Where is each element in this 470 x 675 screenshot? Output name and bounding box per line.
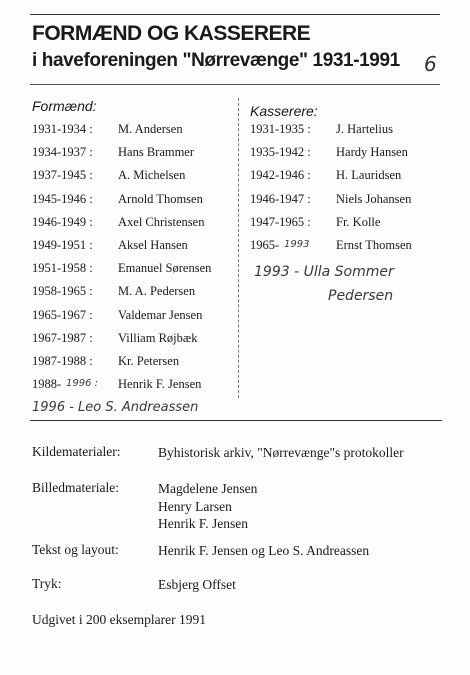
term-years: 1935-1942 : xyxy=(250,145,311,160)
formaend-list xyxy=(32,122,237,400)
list-item xyxy=(250,122,450,145)
term-years: 1934-1937 : xyxy=(32,145,93,160)
term-years: 1967-1987 : xyxy=(32,330,93,345)
kasserere-heading: Kasserere: xyxy=(250,103,318,119)
term-years: 1965- xyxy=(250,237,280,252)
handwritten-correction: 6 xyxy=(424,52,437,76)
page-subtitle: i haveforeningen "Nørrevænge" 1931-1991 xyxy=(32,50,400,71)
list-item xyxy=(32,377,237,400)
credits-block xyxy=(32,444,442,612)
credit-label: Tekst og layout: xyxy=(32,542,119,557)
term-years: 1946-1949 : xyxy=(32,214,93,229)
credit-value: Henry Larsen xyxy=(158,498,232,514)
list-item xyxy=(250,192,450,215)
list-item xyxy=(250,238,450,261)
list-item xyxy=(250,215,450,238)
credit-images xyxy=(32,480,442,542)
list-item xyxy=(32,122,237,145)
person-name: Ernst Thomsen xyxy=(336,237,412,252)
term-years: 1987-1988 : xyxy=(32,353,93,368)
kasserere-list xyxy=(250,122,450,261)
publication-note: Udgivet i 200 eksemplarer 1991 xyxy=(32,612,206,627)
credit-label: Tryk: xyxy=(32,576,62,591)
person-name: Axel Christensen xyxy=(118,214,205,229)
person-name: J. Hartelius xyxy=(336,122,393,136)
handwritten-entry-line1: 1993 - Ulla Sommer xyxy=(254,264,394,280)
term-years: 1988- xyxy=(32,377,62,392)
list-item xyxy=(32,168,237,191)
list-item xyxy=(32,261,237,284)
handwritten-entry-line2: Pedersen xyxy=(328,288,394,304)
credit-label: Billedmateriale: xyxy=(32,480,119,495)
credit-print xyxy=(32,576,442,612)
list-item xyxy=(32,192,237,215)
person-name: M. A. Pedersen xyxy=(118,284,196,299)
person-name: Hans Brammer xyxy=(118,145,195,160)
list-item xyxy=(32,145,237,168)
term-years: 1937-1945 : xyxy=(32,168,93,183)
list-item xyxy=(32,238,237,261)
person-name: Henrik F. Jensen xyxy=(118,377,202,392)
person-name: Arnold Thomsen xyxy=(118,191,203,206)
person-name: H. Lauridsen xyxy=(336,168,402,183)
term-years: 1945-1946 : xyxy=(32,191,93,206)
list-item xyxy=(32,284,237,307)
list-item xyxy=(32,215,237,238)
term-years: 1951-1958 : xyxy=(32,261,93,276)
term-years: 1947-1965 : xyxy=(250,214,311,229)
person-name: Kr. Petersen xyxy=(118,353,180,368)
term-years: 1931-1934 : xyxy=(32,122,93,136)
formaend-heading: Formænd: xyxy=(32,98,97,114)
credit-text-layout xyxy=(32,542,442,576)
column-divider xyxy=(238,98,239,398)
credit-label: Kildematerialer: xyxy=(32,444,121,459)
handwritten-entry: 1996 - Leo S. Andreassen xyxy=(32,400,199,415)
credit-value: Henrik F. Jensen xyxy=(158,516,249,532)
term-years: 1946-1947 : xyxy=(250,191,311,206)
page-title: FORMÆND OG KASSERERE xyxy=(32,22,311,45)
person-name: Fr. Kolle xyxy=(336,214,381,229)
credit-value: Byhistorisk arkiv, "Nørrevænge"s protokoller xyxy=(158,445,404,460)
section-rule xyxy=(30,420,442,421)
list-item xyxy=(250,168,450,191)
person-name: Aksel Hansen xyxy=(118,237,188,252)
term-years: 1958-1965 : xyxy=(32,284,93,299)
term-years: 1942-1946 : xyxy=(250,168,311,183)
term-years: 1931-1935 : xyxy=(250,122,311,136)
handwritten-year: 1996 : xyxy=(66,378,98,390)
top-rule xyxy=(30,14,440,15)
person-name: Emanuel Sørensen xyxy=(118,261,212,276)
list-item xyxy=(250,145,450,168)
term-years: 1949-1951 : xyxy=(32,237,93,252)
header-rule xyxy=(30,84,440,85)
list-item xyxy=(32,308,237,331)
person-name: M. Andersen xyxy=(118,122,183,136)
credit-value: Henrik F. Jensen og Leo S. Andreassen xyxy=(158,543,370,558)
credit-sources xyxy=(32,444,442,480)
person-name: Niels Johansen xyxy=(336,191,412,206)
person-name: A. Michelsen xyxy=(118,168,186,183)
credit-value: Esbjerg Offset xyxy=(158,577,236,592)
list-item xyxy=(32,331,237,354)
list-item xyxy=(32,354,237,377)
handwritten-year: 1993 xyxy=(284,238,310,250)
person-name: Hardy Hansen xyxy=(336,145,408,160)
person-name: Valdemar Jensen xyxy=(118,307,203,322)
credit-value: Magdelene Jensen xyxy=(158,481,258,496)
term-years: 1965-1967 : xyxy=(32,307,93,322)
person-name: Villiam Røjbæk xyxy=(118,330,198,345)
